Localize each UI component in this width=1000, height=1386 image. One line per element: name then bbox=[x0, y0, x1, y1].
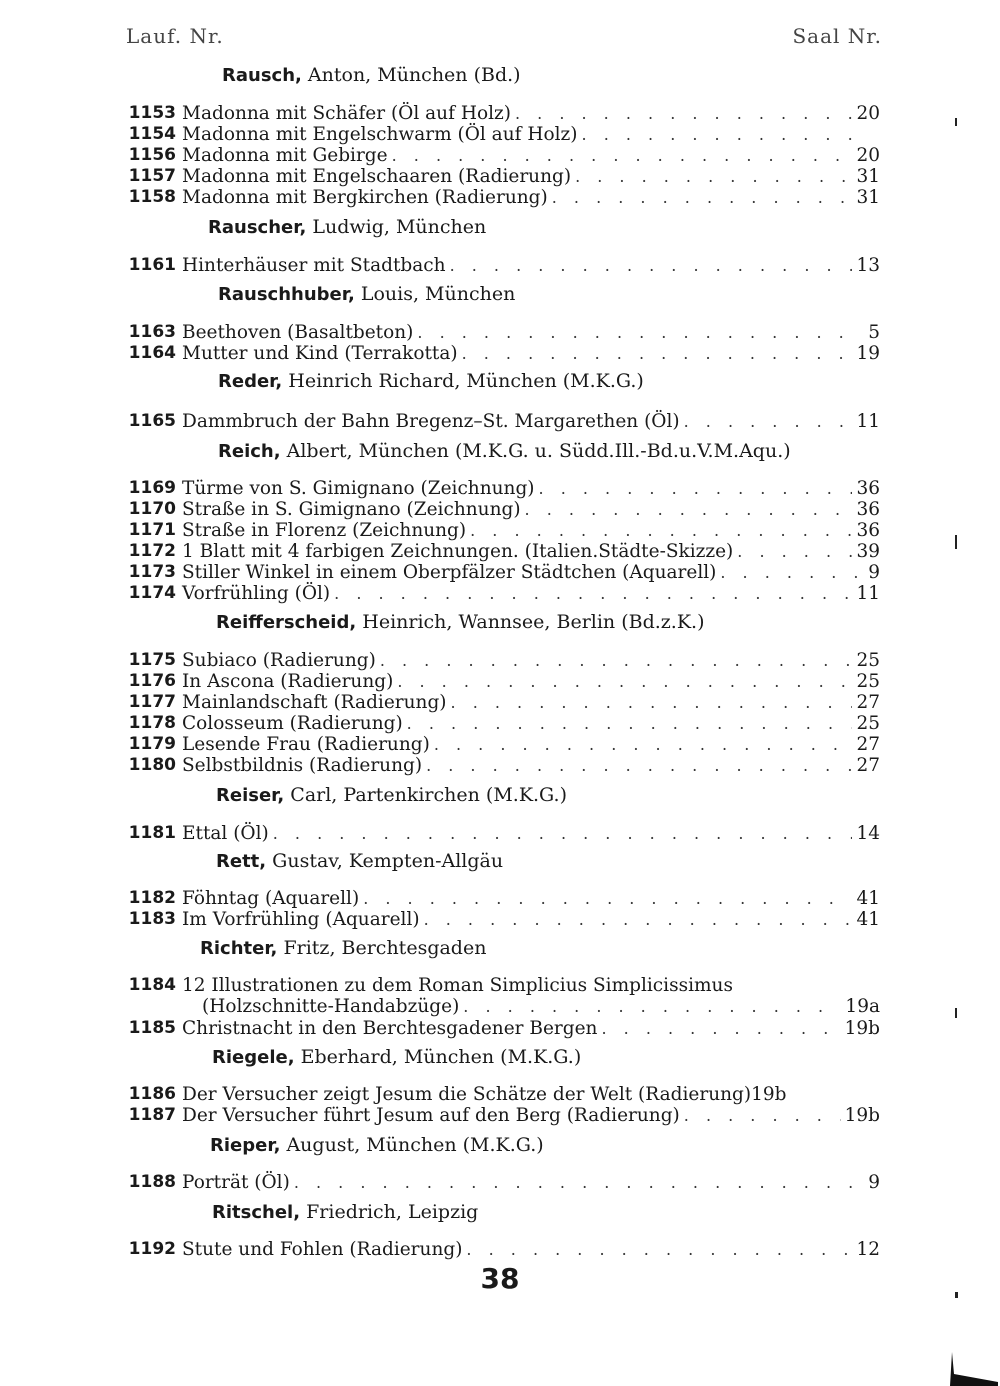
artist-heading bbox=[218, 283, 515, 305]
entry-title: Der Versucher führt Jesum auf den Berg (Radierung) bbox=[182, 1105, 680, 1126]
entry-title: Colosseum (Radierung) bbox=[182, 713, 403, 734]
leader-dots bbox=[684, 411, 853, 432]
entry-number: 1182 bbox=[128, 888, 176, 908]
leader-dots bbox=[525, 499, 853, 520]
entry-room-number: 31 bbox=[856, 166, 880, 187]
catalog-entry bbox=[110, 1105, 880, 1126]
entry-title: Christnacht in den Berchtesgadener Bergen bbox=[182, 1018, 598, 1039]
entry-room-number: 25 bbox=[856, 650, 880, 671]
catalog-entry bbox=[110, 583, 880, 604]
entry-number: 1164 bbox=[128, 343, 176, 363]
leader-dots bbox=[363, 888, 852, 909]
entry-room-number: 19b bbox=[844, 1105, 880, 1126]
catalog-entry bbox=[110, 888, 880, 909]
entry-number: 1186 bbox=[128, 1084, 176, 1104]
entry-number: 1181 bbox=[128, 823, 176, 843]
catalog-entry bbox=[110, 411, 880, 432]
entry-title: Mutter und Kind (Terrakotta) bbox=[182, 343, 458, 364]
artist-name: Reifferscheid, bbox=[216, 612, 357, 633]
entry-number: 1157 bbox=[128, 166, 176, 186]
entry-room-number: 25 bbox=[856, 671, 880, 692]
artist-info: Ludwig, München bbox=[312, 216, 487, 238]
artist-info: Anton, München (Bd.) bbox=[307, 64, 521, 86]
header-lauf-nr: Lauf. Nr. bbox=[126, 24, 224, 48]
catalog-entry bbox=[110, 343, 880, 364]
entry-title: Der Versucher zeigt Jesum die Schätze der Welt (Radierung)19b bbox=[182, 1084, 787, 1105]
catalog-entry bbox=[110, 124, 880, 145]
entry-number: 1187 bbox=[128, 1105, 176, 1125]
leader-dots bbox=[417, 322, 862, 343]
artist-info: Fritz, Berchtesgaden bbox=[283, 937, 487, 959]
leader-dots bbox=[397, 671, 852, 692]
entry-number: 1156 bbox=[128, 145, 176, 165]
leader-dots bbox=[466, 1239, 852, 1260]
leader-dots bbox=[424, 909, 853, 930]
entry-number: 1180 bbox=[128, 755, 176, 775]
entry-title: Hinterhäuser mit Stadtbach bbox=[182, 255, 446, 276]
entry-title: Föhntag (Aquarell) bbox=[182, 888, 360, 909]
entry-number: 1184 bbox=[128, 975, 176, 995]
entry-title: Dammbruch der Bahn Bregenz–St. Margarethen (Öl) bbox=[182, 411, 680, 432]
artist-heading bbox=[212, 1201, 478, 1223]
entry-room-number: 9 bbox=[868, 1172, 880, 1193]
artist-info: Eberhard, München (M.K.G.) bbox=[300, 1046, 582, 1068]
entry-room-number: 39 bbox=[856, 541, 880, 562]
leader-dots bbox=[334, 583, 852, 604]
scan-mark bbox=[955, 118, 957, 126]
entry-number: 1161 bbox=[128, 255, 176, 275]
artist-name: Rett, bbox=[216, 851, 267, 872]
artist-heading bbox=[218, 440, 791, 462]
header-saal-nr: Saal Nr. bbox=[792, 24, 882, 48]
entry-title: Beethoven (Basaltbeton) bbox=[182, 322, 414, 343]
entry-number: 1173 bbox=[128, 562, 176, 582]
catalog-entry bbox=[110, 187, 880, 208]
leader-dots bbox=[451, 692, 853, 713]
artist-info: Louis, München bbox=[360, 283, 516, 305]
leader-dots bbox=[434, 734, 853, 755]
artist-heading bbox=[200, 937, 486, 959]
catalog-entry bbox=[110, 755, 880, 776]
entry-room-number: 19 bbox=[856, 343, 880, 364]
leader-dots bbox=[515, 103, 852, 124]
entry-title: In Ascona (Radierung) bbox=[182, 671, 394, 692]
entry-title: Türme von S. Gimignano (Zeichnung) bbox=[182, 478, 535, 499]
entry-number: 1174 bbox=[128, 583, 176, 603]
entry-title: 12 Illustrationen zu dem Roman Simplicius Simplicissimus bbox=[182, 975, 733, 996]
entry-title: Selbstbildnis (Radierung) bbox=[182, 755, 423, 776]
artist-info: August, München (M.K.G.) bbox=[286, 1134, 544, 1156]
artist-info: Heinrich Richard, München (M.K.G.) bbox=[288, 370, 644, 392]
scan-corner-mark bbox=[950, 1352, 1000, 1386]
artist-info: Gustav, Kempten-Allgäu bbox=[272, 850, 504, 872]
catalog-entry bbox=[110, 520, 880, 541]
artist-name: Reder, bbox=[218, 371, 283, 392]
catalog-entry bbox=[110, 541, 880, 562]
entry-room-number: 19a bbox=[845, 996, 880, 1017]
entry-room-number: 36 bbox=[856, 499, 880, 520]
catalog-entry bbox=[110, 478, 880, 499]
artist-heading bbox=[216, 850, 503, 872]
entry-room-number: 19b bbox=[844, 1018, 880, 1039]
entry-number: 1154 bbox=[128, 124, 176, 144]
leader-dots bbox=[380, 650, 853, 671]
leader-dots bbox=[552, 187, 853, 208]
leader-dots bbox=[470, 520, 852, 541]
leader-dots bbox=[392, 145, 853, 166]
entry-number: 1192 bbox=[128, 1239, 176, 1259]
catalog-entry bbox=[110, 671, 880, 692]
catalog-entry bbox=[110, 103, 880, 124]
artist-heading bbox=[210, 1134, 544, 1156]
catalog-entry bbox=[110, 562, 880, 583]
entry-number: 1169 bbox=[128, 478, 176, 498]
artist-info: Heinrich, Wannsee, Berlin (Bd.z.K.) bbox=[362, 611, 705, 633]
entry-number: 1188 bbox=[128, 1172, 176, 1192]
entry-room-number: 27 bbox=[856, 755, 880, 776]
artist-info: Carl, Partenkirchen (M.K.G.) bbox=[290, 784, 568, 806]
leader-dots bbox=[462, 343, 853, 364]
entry-number: 1175 bbox=[128, 650, 176, 670]
entry-number: 1171 bbox=[128, 520, 176, 540]
entry-number: 1176 bbox=[128, 671, 176, 691]
scan-mark bbox=[955, 1008, 957, 1018]
artist-name: Reiser, bbox=[216, 785, 285, 806]
entry-room-number: 41 bbox=[856, 909, 880, 930]
leader-dots bbox=[720, 562, 862, 583]
entry-room-number: 31 bbox=[856, 187, 880, 208]
artist-name: Reich, bbox=[218, 441, 281, 462]
scan-mark bbox=[955, 1292, 958, 1298]
entry-number: 1177 bbox=[128, 692, 176, 712]
catalog-entry bbox=[110, 975, 880, 996]
leader-dots bbox=[684, 1105, 841, 1126]
entry-room-number: 5 bbox=[868, 322, 880, 343]
entry-room-number: 36 bbox=[856, 478, 880, 499]
entry-room-number: 12 bbox=[856, 1239, 880, 1260]
entry-number: 1179 bbox=[128, 734, 176, 754]
artist-name: Riegele, bbox=[212, 1047, 295, 1068]
leader-dots bbox=[273, 823, 853, 844]
leader-dots bbox=[426, 755, 852, 776]
entry-room-number: 27 bbox=[856, 692, 880, 713]
catalog-entry bbox=[110, 650, 880, 671]
entry-room-number: 14 bbox=[856, 823, 880, 844]
entry-title: Ettal (Öl) bbox=[182, 823, 269, 844]
entry-title: Madonna mit Engelschaaren (Radierung) bbox=[182, 166, 572, 187]
catalog-entry bbox=[110, 255, 880, 276]
scan-mark bbox=[955, 535, 957, 549]
catalog-entry bbox=[110, 1239, 880, 1260]
artist-name: Ritschel, bbox=[212, 1202, 301, 1223]
entry-number: 1183 bbox=[128, 909, 176, 929]
leader-dots bbox=[575, 166, 852, 187]
entry-title: Straße in S. Gimignano (Zeichnung) bbox=[182, 499, 521, 520]
entry-room-number: 11 bbox=[856, 411, 880, 432]
catalog-entry-continuation bbox=[110, 996, 880, 1017]
artist-name: Rauscher, bbox=[208, 217, 307, 238]
catalog-entry bbox=[110, 166, 880, 187]
entry-room-number: 9 bbox=[868, 562, 880, 583]
entry-title: Lesende Frau (Radierung) bbox=[182, 734, 430, 755]
leader-dots bbox=[539, 478, 853, 499]
entry-title: Madonna mit Schäfer (Öl auf Holz) bbox=[182, 103, 511, 124]
entry-number: 1153 bbox=[128, 103, 176, 123]
catalog-entry bbox=[110, 713, 880, 734]
entry-title: Madonna mit Engelschwarm (Öl auf Holz) bbox=[182, 124, 578, 145]
catalog-entry bbox=[110, 1018, 880, 1039]
entry-title-continuation: (Holzschnitte-Handabzüge) bbox=[202, 996, 460, 1017]
entry-room-number: 13 bbox=[856, 255, 880, 276]
artist-name: Richter, bbox=[200, 938, 278, 959]
artist-info: Albert, München (M.K.G. u. Südd.Ill.-Bd.u.V.M.Aqu.) bbox=[286, 440, 791, 462]
entry-room-number: 20 bbox=[856, 103, 880, 124]
leader-dots bbox=[737, 541, 852, 562]
entry-number: 1185 bbox=[128, 1018, 176, 1038]
entry-number: 1178 bbox=[128, 713, 176, 733]
entry-title: Stute und Fohlen (Radierung) bbox=[182, 1239, 463, 1260]
entry-number: 1172 bbox=[128, 541, 176, 561]
entry-number: 1158 bbox=[128, 187, 176, 207]
artist-heading bbox=[212, 1046, 581, 1068]
entry-title: Madonna mit Gebirge bbox=[182, 145, 388, 166]
catalog-entry bbox=[110, 145, 880, 166]
entry-room-number: 36 bbox=[856, 520, 880, 541]
leader-dots bbox=[601, 1018, 840, 1039]
page-number: 38 bbox=[480, 1262, 520, 1295]
artist-name: Rausch, bbox=[222, 65, 302, 86]
artist-heading bbox=[222, 64, 521, 86]
entry-title: Stiller Winkel in einem Oberpfälzer Städtchen (Aquarell) bbox=[182, 562, 717, 583]
entry-number: 1163 bbox=[128, 322, 176, 342]
entry-title: Madonna mit Bergkirchen (Radierung) bbox=[182, 187, 548, 208]
entry-room-number: 41 bbox=[856, 888, 880, 909]
leader-dots bbox=[450, 255, 853, 276]
artist-heading bbox=[216, 784, 567, 806]
leader-dots bbox=[582, 124, 862, 145]
leader-dots bbox=[294, 1172, 862, 1193]
catalog-entry bbox=[110, 1172, 880, 1193]
artist-heading bbox=[208, 216, 486, 238]
entry-title: Porträt (Öl) bbox=[182, 1172, 290, 1193]
artist-heading bbox=[216, 611, 704, 633]
entry-room-number: 27 bbox=[856, 734, 880, 755]
entry-title: Straße in Florenz (Zeichnung) bbox=[182, 520, 467, 541]
catalog-entry bbox=[110, 1084, 880, 1105]
catalog-entry bbox=[110, 823, 880, 844]
artist-name: Rauschhuber, bbox=[218, 284, 355, 305]
entry-room-number: 11 bbox=[856, 583, 880, 604]
entry-title: Vorfrühling (Öl) bbox=[182, 583, 331, 604]
entry-number: 1165 bbox=[128, 411, 176, 431]
catalog-entry bbox=[110, 322, 880, 343]
catalog-entry bbox=[110, 692, 880, 713]
catalog-entry bbox=[110, 909, 880, 930]
artist-info: Friedrich, Leipzig bbox=[306, 1201, 479, 1223]
entry-number: 1170 bbox=[128, 499, 176, 519]
entry-title: Mainlandschaft (Radierung) bbox=[182, 692, 447, 713]
entry-room-number: 20 bbox=[856, 145, 880, 166]
artist-name: Rieper, bbox=[210, 1135, 281, 1156]
entry-room-number: 25 bbox=[856, 713, 880, 734]
artist-heading bbox=[218, 370, 644, 392]
leader-dots bbox=[407, 713, 853, 734]
catalog-entry bbox=[110, 734, 880, 755]
catalog-entry bbox=[110, 499, 880, 520]
entry-title: Subiaco (Radierung) bbox=[182, 650, 376, 671]
entry-title: 1 Blatt mit 4 farbigen Zeichnungen. (Italien.Städte-Skizze) bbox=[182, 541, 734, 562]
leader-dots bbox=[463, 996, 841, 1017]
entry-title: Im Vorfrühling (Aquarell) bbox=[182, 909, 420, 930]
